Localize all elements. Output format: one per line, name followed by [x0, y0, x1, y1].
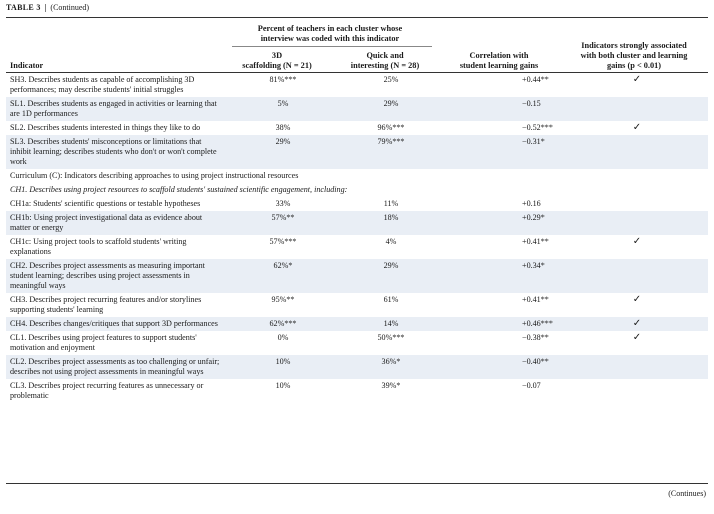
pct-3d-cell: 57%**: [228, 211, 338, 235]
pct-3d-cell: 81%***: [269, 75, 297, 84]
pct-quick-cell: 25%: [383, 75, 399, 84]
group-header-rule: [232, 46, 432, 47]
pct-quick-cell: 79%***: [338, 135, 444, 169]
section-label: CH1. Describes using project resources to scaffold students' sustained scientific engagement, including:: [10, 185, 348, 194]
indicator-cell: SL2. Describes students interested in things they like to do: [10, 123, 201, 132]
section-row: [6, 183, 708, 197]
association-check-cell: [566, 379, 708, 403]
pct-3d-cell: 62%*: [228, 259, 338, 293]
indicator-cell: SL1. Describes students as engaged in activities or learning that are 1D performances: [6, 97, 228, 121]
pct-3d-cell: 0%: [277, 333, 289, 342]
col-corr-header: Correlation with student learning gains: [459, 51, 539, 70]
indicator-cell: CL1. Describes using project features to support students' motivation and enjoyment: [10, 333, 197, 352]
section-row: [6, 169, 708, 183]
association-check-cell: ✓: [632, 332, 642, 343]
table-row: [6, 355, 708, 379]
correlation-cell: +0.16: [522, 199, 541, 208]
association-check-cell: ✓: [632, 122, 642, 133]
pct-quick-cell: 4%: [385, 237, 397, 246]
table-row: [6, 73, 708, 97]
correlation-cell: −0.52***: [522, 123, 553, 132]
table-caption: [6, 3, 89, 13]
indicator-cell: CH1c: Using project tools to scaffold students' writing explanations: [10, 237, 187, 256]
caption-separator: |: [44, 3, 47, 12]
pct-quick-cell: 18%: [338, 211, 444, 235]
correlation-cell: −0.38**: [522, 333, 549, 342]
correlation-cell: +0.41**: [522, 295, 549, 304]
table-number: TABLE 3: [6, 3, 41, 12]
association-check-cell: ✓: [632, 236, 642, 247]
pct-quick-cell: 29%: [338, 97, 444, 121]
table-row: [6, 379, 708, 403]
pct-3d-cell: 95%**: [271, 295, 295, 304]
pct-quick-cell: 11%: [383, 199, 399, 208]
association-check-cell: [566, 259, 708, 293]
table-row: [6, 211, 708, 235]
table-row: [6, 121, 708, 135]
col-assoc-header: Indicators strongly associated with both cluster and learning gains (p < 0.01): [580, 41, 688, 70]
indicator-cell: CL2. Describes project assessments as too challenging or unfair; describes not using project assessments in meaningful ways: [6, 355, 228, 379]
association-check-cell: [566, 135, 708, 169]
indicator-cell: CH1a: Students' scientific questions or testable hypotheses: [10, 199, 201, 208]
association-check-cell: [566, 197, 708, 211]
indicator-cell: CH2. Describes project assessments as measuring important student learning; describes using project assessments in meaningful ways: [6, 259, 228, 293]
continues-note: (Continues): [668, 489, 706, 498]
indicator-cell: SH3. Describes students as capable of accomplishing 3D performances; may describe students' initial struggles: [10, 75, 195, 94]
pct-quick-cell: 36%*: [338, 355, 444, 379]
pct-quick-cell: 50%***: [377, 333, 405, 342]
table-row: [6, 235, 708, 259]
section-label: Curriculum (C): Indicators describing approaches to using project instructional resources: [10, 171, 299, 180]
association-check-cell: [566, 97, 708, 121]
pct-quick-cell: 39%*: [381, 381, 401, 390]
table-row: [6, 97, 708, 121]
table-row: [6, 197, 708, 211]
correlation-cell: −0.40**: [444, 355, 566, 379]
table-row: [6, 317, 708, 331]
pct-3d-cell: 10%: [275, 381, 291, 390]
col-quick-header: Quick and interesting (N = 28): [350, 51, 420, 70]
correlation-cell: +0.46***: [444, 317, 566, 331]
table-row: [6, 135, 708, 169]
indicator-cell: CL3. Describes project recurring features as unnecessary or problematic: [10, 381, 204, 400]
table-row: [6, 293, 708, 317]
col-3d-header: 3D scaffolding (N = 21): [242, 51, 312, 70]
pct-3d-cell: 10%: [228, 355, 338, 379]
correlation-cell: +0.34*: [444, 259, 566, 293]
indicator-cell: SL3. Describes students' misconceptions or limitations that inhibit learning; describes students who don't or won't complete work: [6, 135, 228, 169]
indicator-cell: CH4. Describes changes/critiques that support 3D performances: [6, 317, 228, 331]
indicator-cell: CH3. Describes project recurring features and/or storylines supporting students' learning: [10, 295, 202, 314]
pct-3d-cell: 33%: [275, 199, 291, 208]
correlation-cell: −0.07: [522, 381, 541, 390]
indicator-table: [6, 73, 708, 403]
pct-3d-cell: 5%: [228, 97, 338, 121]
association-check-cell: ✓: [566, 317, 708, 331]
association-check-cell: ✓: [632, 294, 642, 305]
correlation-cell: −0.31*: [444, 135, 566, 169]
table-row: [6, 259, 708, 293]
correlation-cell: −0.15: [444, 97, 566, 121]
top-rule: [6, 17, 708, 18]
table-row: [6, 331, 708, 355]
caption-continued: (Continued): [50, 3, 90, 12]
bottom-rule: [6, 483, 708, 484]
association-check-cell: ✓: [632, 74, 642, 85]
indicator-column-header: Indicator: [10, 61, 44, 70]
pct-quick-cell: 96%***: [377, 123, 405, 132]
pct-3d-cell: 38%: [275, 123, 291, 132]
association-check-cell: [566, 211, 708, 235]
correlation-cell: +0.44**: [522, 75, 549, 84]
pct-quick-cell: 61%: [383, 295, 399, 304]
correlation-cell: +0.29*: [444, 211, 566, 235]
pct-quick-cell: 14%: [338, 317, 444, 331]
association-check-cell: [566, 355, 708, 379]
pct-quick-cell: 29%: [338, 259, 444, 293]
group-header: Percent of teachers in each cluster whose interview was coded with this indicator: [257, 24, 403, 43]
correlation-cell: +0.41**: [522, 237, 549, 246]
pct-3d-cell: 29%: [228, 135, 338, 169]
pct-3d-cell: 57%***: [269, 237, 297, 246]
pct-3d-cell: 62%***: [228, 317, 338, 331]
indicator-cell: CH1b: Using project investigational data as evidence about matter or energy: [6, 211, 228, 235]
